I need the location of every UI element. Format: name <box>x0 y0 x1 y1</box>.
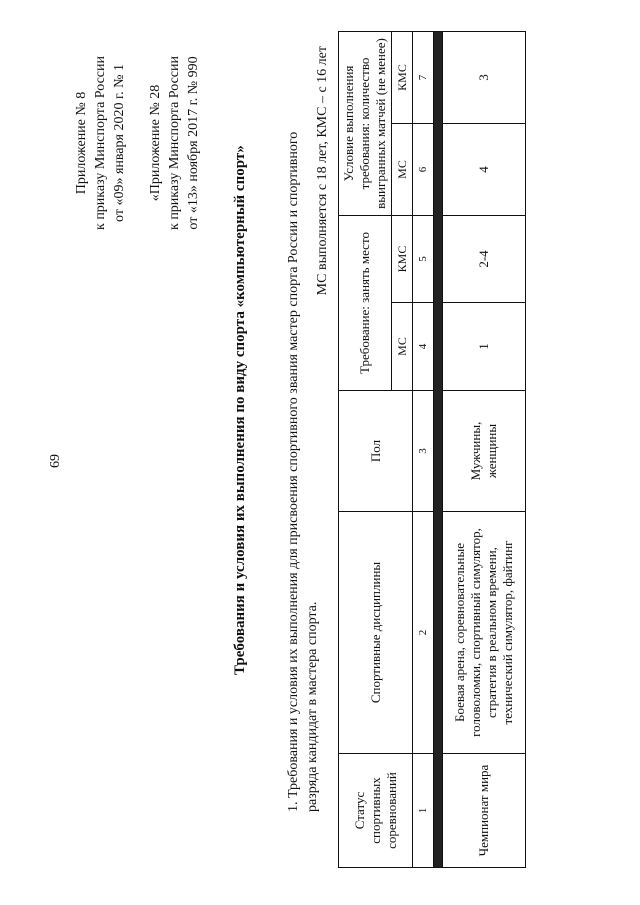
subheader-kms: КМС <box>392 31 413 123</box>
appendix-order-date: от «09» января 2020 г. № 1 <box>112 64 127 222</box>
cell-disciplines: Боевая арена, соревновательные головоломки, спортивный симулятор, стратегия в реальном времени, технический симулятор, файтинг <box>443 512 526 754</box>
column-number: 5 <box>413 215 434 302</box>
column-number: 3 <box>413 391 434 512</box>
column-number: 2 <box>413 512 434 754</box>
cell-place-ms: 1 <box>443 303 526 391</box>
document-heading: Требования и условия их выполнения по виду спорта «компьютерный спорт» <box>232 145 248 675</box>
appendix-title: Приложение № 8 <box>74 91 89 195</box>
appendix-order-ref: к приказу Минспорта России <box>93 56 108 230</box>
cell-wins-ms: 4 <box>443 123 526 215</box>
table-row <box>443 31 526 867</box>
cell-gender: Мужчины, женщины <box>443 391 526 512</box>
column-number: 4 <box>413 303 434 391</box>
header-status: Статус спортивных соревнований <box>339 754 413 868</box>
requirements-table <box>338 31 526 868</box>
header-disciplines: Спортивные дисциплины <box>339 512 413 754</box>
table-header-row <box>339 31 392 867</box>
column-number: 1 <box>413 754 434 868</box>
subheader-ms: МС <box>392 123 413 215</box>
header-place: Требование: занять место <box>339 215 392 390</box>
cell-wins-kms: 3 <box>443 31 526 123</box>
table-column-numbers <box>413 31 434 867</box>
prior-appendix-block <box>146 56 203 230</box>
appendix-block <box>72 56 129 230</box>
table-separator <box>434 31 443 867</box>
page-number: 69 <box>48 454 63 468</box>
column-number: 7 <box>413 31 434 123</box>
prior-appendix-title: «Приложение № 28 <box>148 84 163 202</box>
cell-place-kms: 2-4 <box>443 215 526 302</box>
intro-paragraph: 1. Требования и условия их выполнения для присвоения спортивного звания мастер спорта России и спортивного разряда кандидат в мастера спорта. <box>286 131 320 812</box>
prior-appendix-order-date: от «13» ноября 2017 г. № 990 <box>186 56 201 230</box>
column-number: 6 <box>413 123 434 215</box>
separator-bar <box>434 31 443 867</box>
age-note: МС выполняется с 18 лет, КМС – с 16 лет <box>315 46 330 296</box>
prior-appendix-order-ref: к приказу Минспорта России <box>167 56 182 230</box>
header-matches: Условие выполнения требования: количество выигранных матчей (не менее) <box>339 31 392 215</box>
header-gender: Пол <box>339 391 413 512</box>
subheader-kms: КМС <box>392 215 413 302</box>
subheader-ms: МС <box>392 303 413 391</box>
cell-status: Чемпионат мира <box>443 754 526 868</box>
